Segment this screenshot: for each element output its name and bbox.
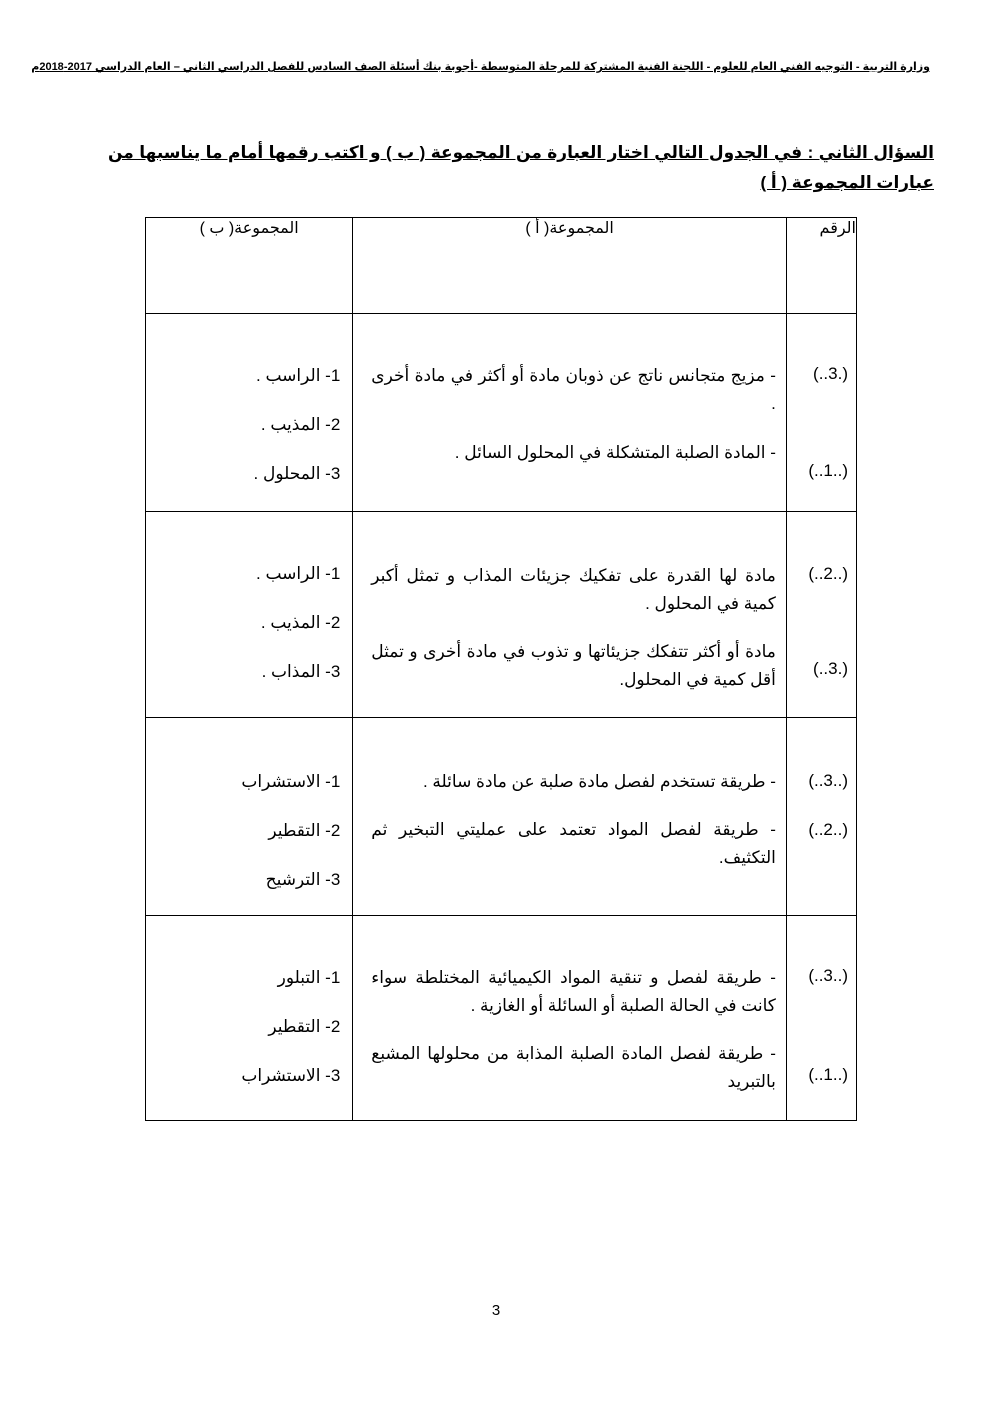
header-number: الرقم (786, 218, 856, 314)
page-header: وزارة التربية - التوجيه الفني العام للعلوم - اللجنة الفنية المشتركة للمرحلة المتوسطة -أجوبة بنك أسئلة الصف السادس للفصل الدراسي الثاني – العام الدراسي 2017-2018م (31, 61, 930, 73)
answer-number: (..1..) (808, 1065, 848, 1084)
statement: - طريقة تستخدم لفصل مادة صلبة عن مادة سائلة . (422, 772, 776, 791)
answer-cell (786, 916, 856, 1121)
question-title: السؤال الثاني : في الجدول التالي اختار العبارة من المجموعة ( ب ) و اكتب رقمها أمام ما يناسبها من عبارات المجموعة ( أ ) (108, 143, 935, 192)
option: 1- الراسب . (256, 564, 341, 583)
answer-cell (786, 314, 856, 512)
matching-table (145, 217, 857, 1121)
statement: - طريقة لفصل و تنقية المواد الكيميائية المختلطة سواء كانت في الحالة الصلبة أو السائلة أو الغازية . (371, 968, 776, 1015)
answer-number: (..3.) (813, 659, 848, 678)
option: 3- المحلول . (253, 464, 341, 483)
statement: - طريقة لفصل المادة الصلبة المذابة من محلولها المشبع بالتبريد (371, 1044, 776, 1091)
answer-number: (..3..) (808, 771, 848, 790)
group-b-cell (146, 512, 353, 718)
answer-number: (..2..) (808, 820, 848, 839)
option: 1- الراسب . (256, 366, 341, 385)
answer-number: (..1..) (808, 461, 848, 480)
header-group-b: المجموعة( ب ) (146, 218, 353, 314)
option: 3- الاستشراب (241, 1066, 341, 1085)
table-row (146, 718, 857, 916)
option: 2- التقطير (268, 1017, 341, 1036)
table-row (146, 512, 857, 718)
table-row (146, 314, 857, 512)
option: 1- الاستشراب (241, 772, 341, 791)
group-a-cell (353, 916, 787, 1121)
option: 2- المذيب . (260, 613, 341, 632)
statement: - المادة الصلبة المتشكلة في المحلول السائل . (454, 443, 776, 462)
answer-cell (786, 718, 856, 916)
group-a-cell (353, 512, 787, 718)
option: 1- التبلور (277, 968, 341, 987)
option: 3- الترشيح (265, 870, 341, 889)
answer-number: (..3..) (808, 966, 848, 985)
header-group-a: المجموعة( أ ) (353, 218, 787, 314)
table-row (146, 916, 857, 1121)
option: 3- المذاب . (261, 662, 341, 681)
answer-number: (..2..) (808, 564, 848, 583)
statement: مادة أو أكثر تتفكك جزيئاتها و تذوب في مادة أخرى و تمثل أقل كمية في المحلول. (371, 642, 776, 689)
option: 2- التقطير (268, 821, 341, 840)
page-number: 3 (491, 1302, 501, 1319)
option: 2- المذيب . (260, 415, 341, 434)
group-b-cell (146, 916, 353, 1121)
answer-cell (786, 512, 856, 718)
group-a-cell (353, 314, 787, 512)
statement: - مزيج متجانس ناتج عن ذوبان مادة أو أكثر في مادة أخرى . (371, 366, 776, 413)
table-header-row (146, 218, 857, 314)
statement: - طريقة لفصل المواد تعتمد على عمليتي التبخير ثم التكثيف. (371, 820, 776, 867)
group-b-cell (146, 314, 353, 512)
group-a-cell (353, 718, 787, 916)
answer-number: (..3.) (813, 364, 848, 383)
statement: مادة لها القدرة على تفكيك جزيئات المذاب و تمثل أكبر كمية في المحلول . (371, 566, 776, 613)
group-b-cell (146, 718, 353, 916)
